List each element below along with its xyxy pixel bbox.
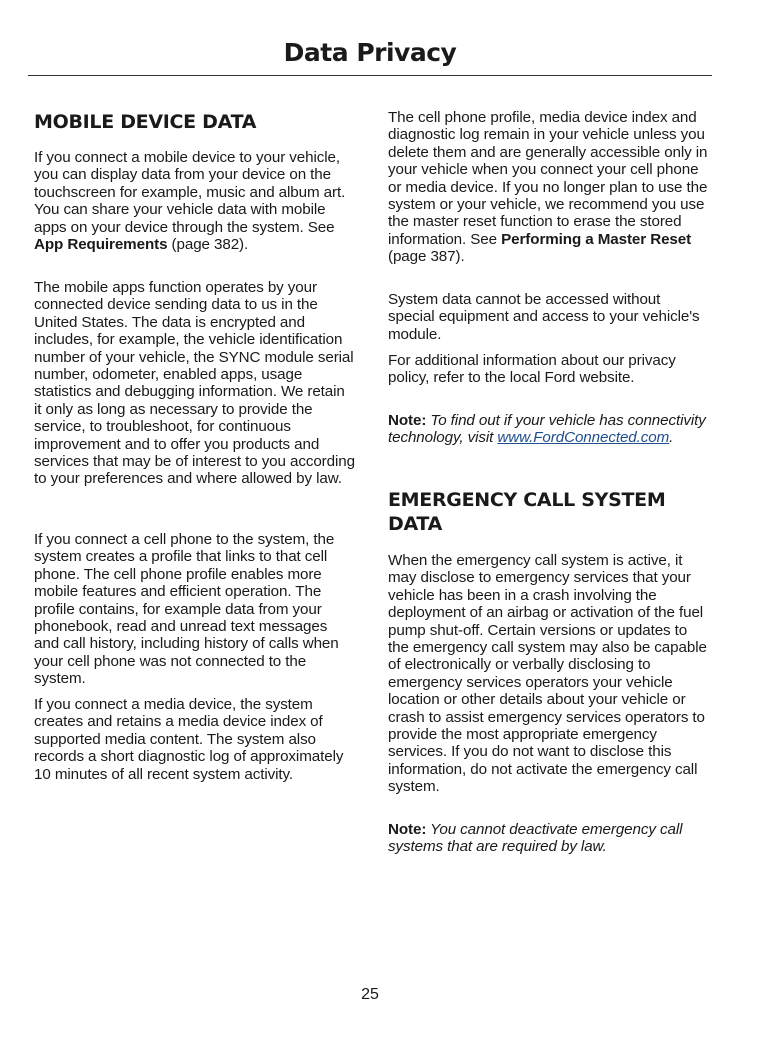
cross-reference-master-reset[interactable]: Performing a Master Reset [501, 230, 692, 248]
note [388, 821, 710, 856]
paragraph: When the emergency call system is active, it may disclose to emergency services that your vehicle has been in a crash involving the deployment of an airbag or activation of the fuel pump shut-off. Certain versions or updates to the emergency call system may also be capable of electronically or verbally disclosing to emergency services operators your vehicle location or other details about your vehicle or crash to assist emergency services operators to provide the most appropriate emergency services. If you do not want to disclose this information, do not activate the emergency call system. [388, 552, 707, 796]
note-end: . [669, 429, 674, 447]
page-reference: (page 387). [388, 248, 465, 266]
ford-connected-link[interactable]: www.FordConnected.com [497, 429, 670, 447]
note-label: Note: [388, 821, 427, 838]
paragraph: The mobile apps function operates by your connected device sending data to us in the United States. The data is encrypted and includes, for example, the vehicle identification number of your vehicle, the SYNC module serial number, odometer, enabled apps, usage statistics and debugging information. We retain it only as long as necessary to provide the service, to troubleshoot, for continuous improvement and to offer you products and services that may be of interest to you according to your preferences and where allowed by law. [34, 279, 355, 488]
page-number: 25 [361, 986, 379, 1003]
paragraph: If you connect a media device, the system creates and retains a media device index of supported media content. The system also records a short diagnostic log of approximately 10 minutes of all recent system activity. [34, 696, 344, 783]
page-reference: (page 382). [167, 236, 249, 254]
paragraph: If you connect a cell phone to the system, the system creates a profile that links to that cell phone. The cell phone profile enables more mobile features and efficient operation. The profile contains, for example data from your phonebook, read and unread text messages and call history, including history of calls when your cell phone was not connected to the system. [34, 531, 339, 688]
paragraph: For additional information about our privacy policy, refer to the local Ford website. [388, 352, 676, 387]
note-text: To find out if your vehicle has connectivity technology, visit [388, 412, 706, 447]
paragraph: System data cannot be accessed without special equipment and access to your vehicle's module. [388, 291, 700, 343]
note-label: Note: [388, 412, 427, 429]
paragraph-text: The cell phone profile, media device index and diagnostic log remain in your vehicle unless you delete them and are generally accessible only in your vehicle when you connect your cell phone or media device. If you no longer plan to use the system or your vehicle, we recommend you use the master reset function to erase the stored information. See [388, 109, 708, 248]
paragraph [34, 149, 356, 253]
note-text: You cannot deactivate emergency call systems that are required by law. [388, 821, 683, 856]
cross-reference-app-requirements[interactable]: App Requirements [34, 236, 168, 254]
header-divider [28, 75, 712, 76]
paragraph-text: If you connect a mobile device to your vehicle, you can display data from your device on the touchscreen for example, music and album art. You can share your vehicle data with mobile apps on your device through the system. See [34, 149, 346, 236]
section-heading-emergency-call: EMERGENCY CALL SYSTEM DATA [388, 489, 666, 535]
page-title: Data Privacy [283, 38, 457, 67]
section-heading-mobile-device-data: MOBILE DEVICE DATA [34, 111, 257, 133]
paragraph [388, 109, 710, 266]
note [388, 412, 710, 447]
